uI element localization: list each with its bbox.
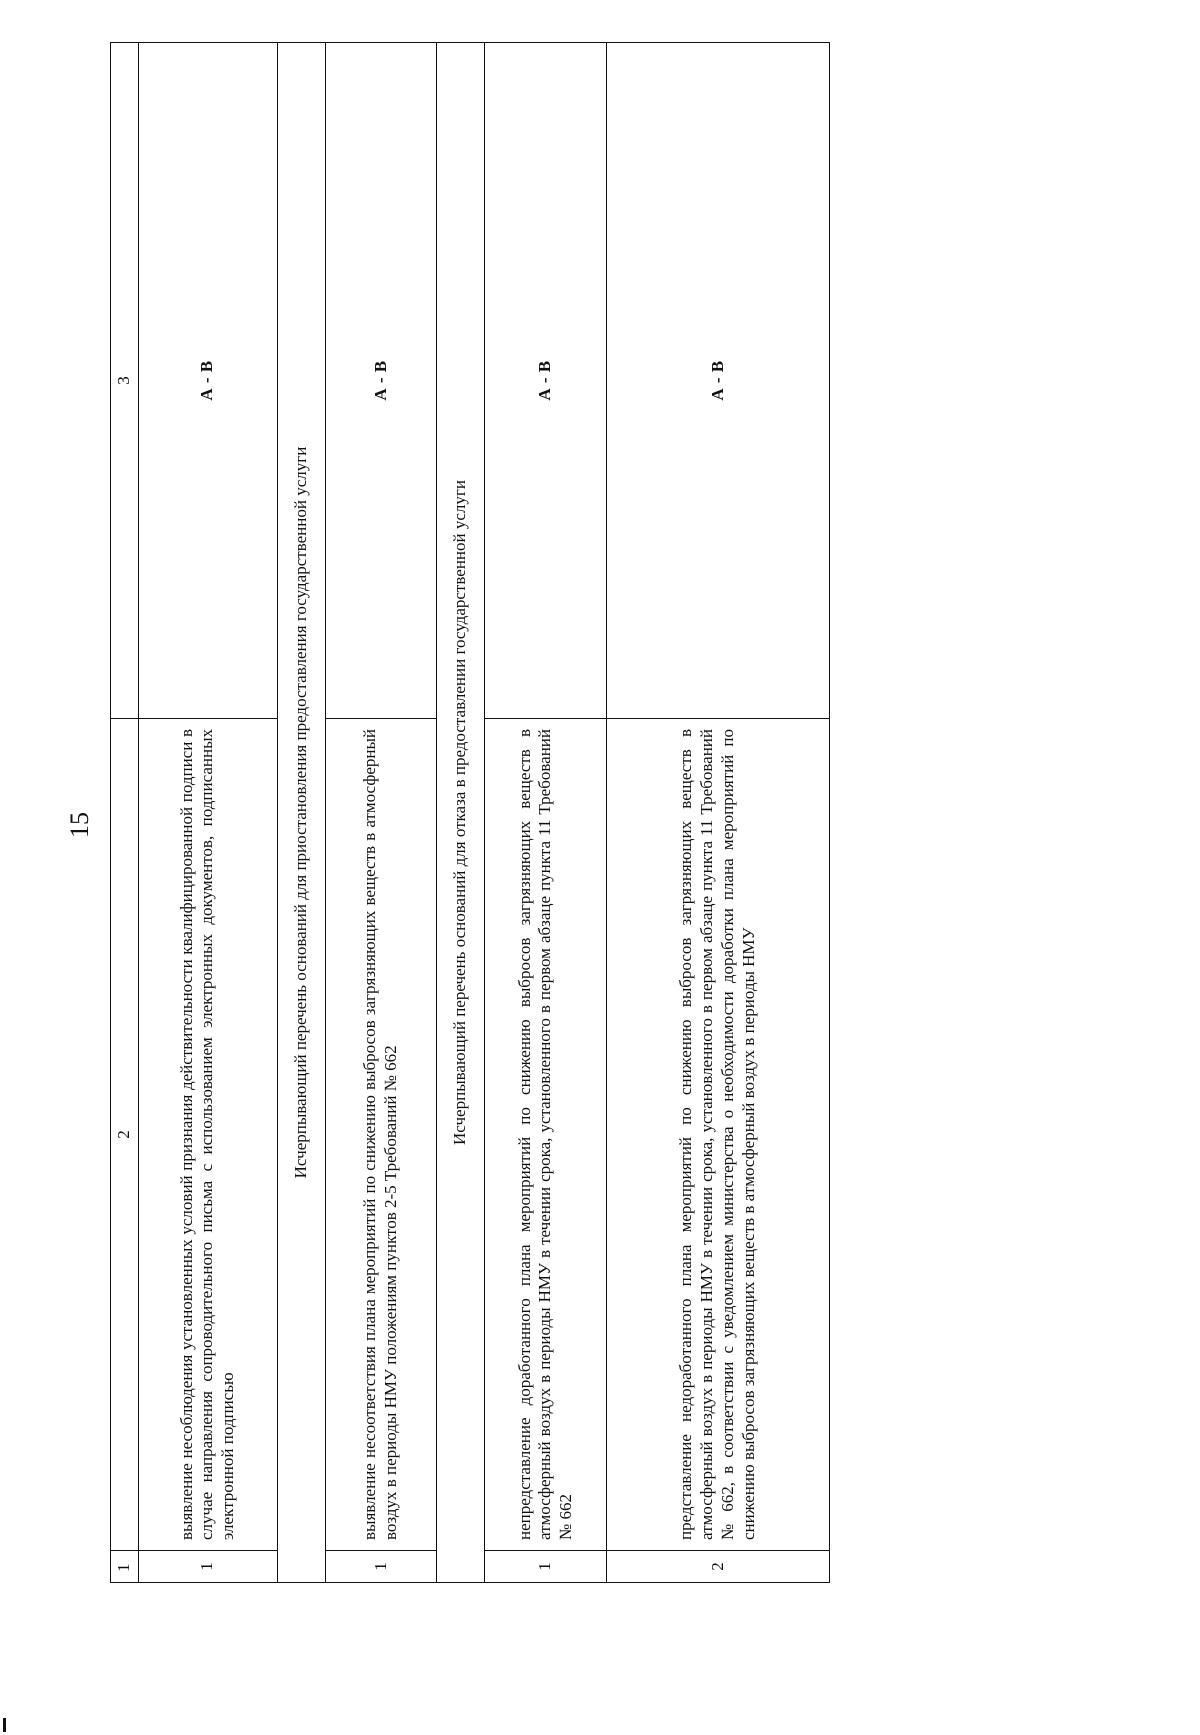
row-number: 1 [326,1551,436,1583]
rotated-page [110,43,830,1583]
column-header-row [111,43,139,1583]
table-row [606,43,829,1583]
column-header-3: 3 [111,43,139,719]
section-header-row [436,43,485,1583]
row-number: 2 [606,1551,829,1583]
row-description: выявление несоответствия плана мероприятий по снижению выбросов загрязняющих веществ в атмосферный воздух в периоды НМУ положениям пунктов 2-5 Требований № 662 [326,719,436,1551]
column-header-1: 1 [111,1551,139,1583]
section-title-refusal: Исчерпывающий перечень оснований для отказа в предоставлении государственной услуги [436,43,485,1583]
table-row [138,43,277,1583]
row-number: 1 [138,1551,277,1583]
scan-edge-mark [3,1718,6,1732]
section-title-suspension: Исчерпывающий перечень оснований для приостановления предоставления государственной услуги [277,43,326,1583]
grounds-table [110,42,830,1583]
table-row [485,43,606,1583]
section-header-row [277,43,326,1583]
table-row [326,43,436,1583]
column-header-2: 2 [111,719,139,1551]
row-code: А - В [606,43,829,719]
page-number: 15 [65,812,94,838]
row-code: А - В [485,43,606,719]
row-description: непредставление доработанного плана мероприятий по снижению выбросов загрязняющих веществ в атмосферный воздух в периоды НМУ в течении срока, установленного в первом абзаце пункта 11 Требований № 662 [485,719,606,1551]
row-code: А - В [326,43,436,719]
row-description: представление недоработанного плана мероприятий по снижению выбросов загрязняющих веществ в атмосферный воздух в периоды НМУ в течении срока, установленного в первом абзаце пункта 11 Требований № 662, в соответствии с уведомлением министерства о необходимости доработки плана мероприятий по снижению выбросов загрязняющих веществ в атмосферный воздух в периоды НМУ [606,719,829,1551]
row-description: выявление несоблюдения установленных условий признания действительности квалифицированной подписи в случае направления сопроводительного письма с использованием электронных документов, подписанных электронной подписью [138,719,277,1551]
row-code: А - В [138,43,277,719]
row-number: 1 [485,1551,606,1583]
